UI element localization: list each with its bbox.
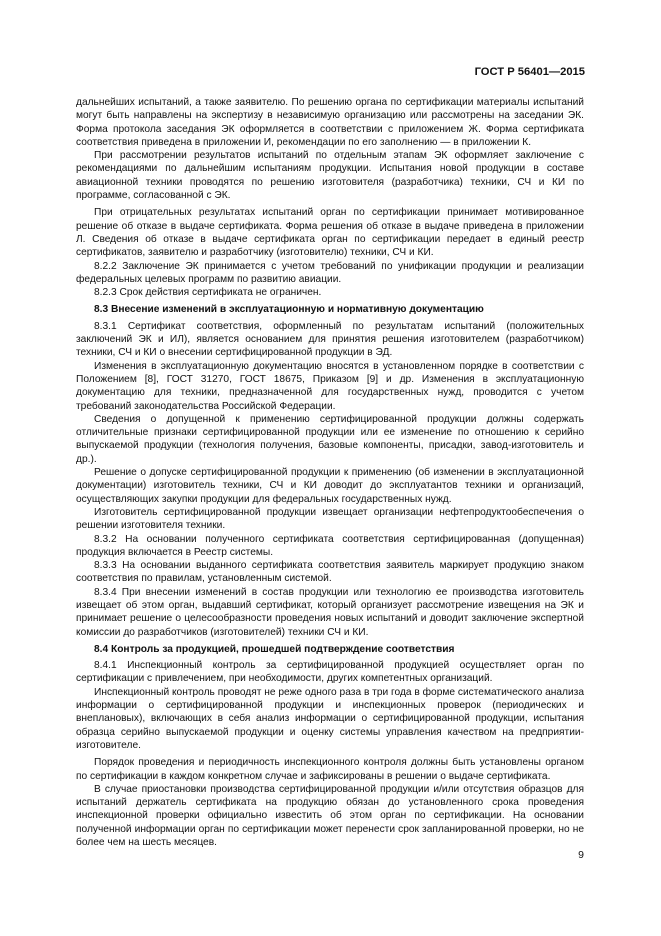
paragraph: 8.3.4 При внесении изменений в состав продукции или технологию ее производства изготовитель извещает об этом орган, выдавший сертификат, который организует рассмотрение извещения на ЭК и принимает решение о целесообразности проведения новых испытаний и доводит заключение экспертной комиссии до разработчиков (изготовителей) техники СЧ и КИ. [76, 586, 584, 638]
paragraph: 8.2.3 Срок действия сертификата не ограничен. [94, 287, 322, 299]
paragraph: Инспекционный контроль проводят не реже одного раза в три года в форме систематического анализа информации о сертифицированной продукции и инспекционных проверок (периодических и внеплановых), включающих в себя анализ информации о сертифицированной продукции, испытания образца серийно выпускаемой продукции и оценку системы управления качеством на предприятии-изготовителе. [76, 686, 584, 751]
paragraph: дальнейших испытаний, а также заявителю. По решению органа по сертификации материалы испытаний могут быть направлены на экспертизу в независимую организацию или рассмотрены на заседании ЭК. Форма протокола заседания ЭК оформляется в соответствии с приложением Ж. Форма сертификата соответствия приведена в приложении И, рекомендации по его заполнению — в приложении К. [76, 97, 584, 148]
paragraph: 8.3.3 На основании выданного сертификата соответствия заявитель маркирует продукцию знаком соответствия по правилам, установленным системой. [76, 560, 584, 585]
paragraph: Изменения в эксплуатационную документацию вносятся в установленном порядке в соответствии с Положением [8], ГОСТ 31270, ГОСТ 18675, Приказом [9] и др. Изменения в эксплуатационную документацию для техники, предназначенной для государственных нужд, проводится с учетом требований законодательства Российской Федерации. [76, 360, 584, 412]
paragraph: Изготовитель сертифицированной продукции извещает организации нефтепродуктообеспечения о решении изготовителя техники. [76, 506, 584, 532]
document-header: ГОСТ Р 56401—2015 [474, 66, 585, 78]
paragraph: 8.4.1 Инспекционный контроль за сертифицированной продукцией осуществляет орган по сертификации с привлечением, при необходимости, других компетентных организаций. [76, 660, 584, 685]
paragraph: Решение о допуске сертифицированной продукции к применению (об изменении в эксплуатационной документации) изготовитель техники, СЧ и КИ доводит до эксплуатантов техники и организаций, осуществляющих закупки продукции для федеральных государственных нужд. [76, 467, 584, 505]
section-heading-8-3: 8.3 Внесение изменений в эксплуатационную и нормативную документацию [94, 304, 484, 316]
paragraph: 8.2.2 Заключение ЭК принимается с учетом требований по унификации продукции и реализации федеральных целевых программ по развитию авиации. [76, 260, 584, 285]
page-number: 9 [578, 849, 584, 861]
page-body [76, 96, 584, 849]
paragraph: В случае приостановки производства сертифицированной продукции и/или отсутствия образцов для испытаний держатель сертификата на продукцию обязан до установленного срока проведения инспекционной проверки официально известить об этом орган по сертификации. На основании полученной информации орган по сертификации может перенести срок запланированной проверки, но не более чем на шесть месяцев. [76, 783, 584, 849]
paragraph: 8.3.2 На основании полученного сертификата соответствия сертифицированная (допущенная) продукция включается в Реестр системы. [76, 533, 584, 558]
paragraph: 8.3.1 Сертификат соответствия, оформленный по результатам испытаний (положительных заключений ЭК и ИЛ), является основанием для принятия решения изготовителем (разработчиком) техники, СЧ и КИ о внесении сертифицированной продукции в ЭД. [76, 320, 584, 359]
paragraph: При отрицательных результатах испытаний орган по сертификации принимает мотивированное решение об отказе в выдаче сертификата. Форма решения об отказе в выдаче приведена в приложении Л. Сведения об отказе в выдаче сертификата орган по сертификации передает в единый реестр сертификатов, заявителю и разработчику (изготовителю) техники, СЧ и КИ. [76, 207, 584, 259]
paragraph: При рассмотрении результатов испытаний по отдельным этапам ЭК оформляет заключение с рекомендациями по дальнейшим испытаниям продукции. Испытания новой продукции в составе авиационной техники проводятся по решению изготовителя (разработчика) техники, СЧ и КИ по программе, согласованной с ЭК. [76, 150, 584, 202]
section-heading-8-4: 8.4 Контроль за продукцией, прошедшей подтверждение соответствия [94, 643, 455, 655]
paragraph: Сведения о допущенной к применению сертифицированной продукции должны содержать отличительные признаки сертифицированной продукции или ее изменение по отношению к серийно выпускаемой продукции (технология получения, базовые компоненты, присадки, завод-изготовитель и др.). [76, 413, 584, 465]
paragraph: Порядок проведения и периодичность инспекционного контроля должны быть установлены органом по сертификации в каждом конкретном случае и зафиксированы в решении о выдаче сертификата. [76, 757, 584, 782]
